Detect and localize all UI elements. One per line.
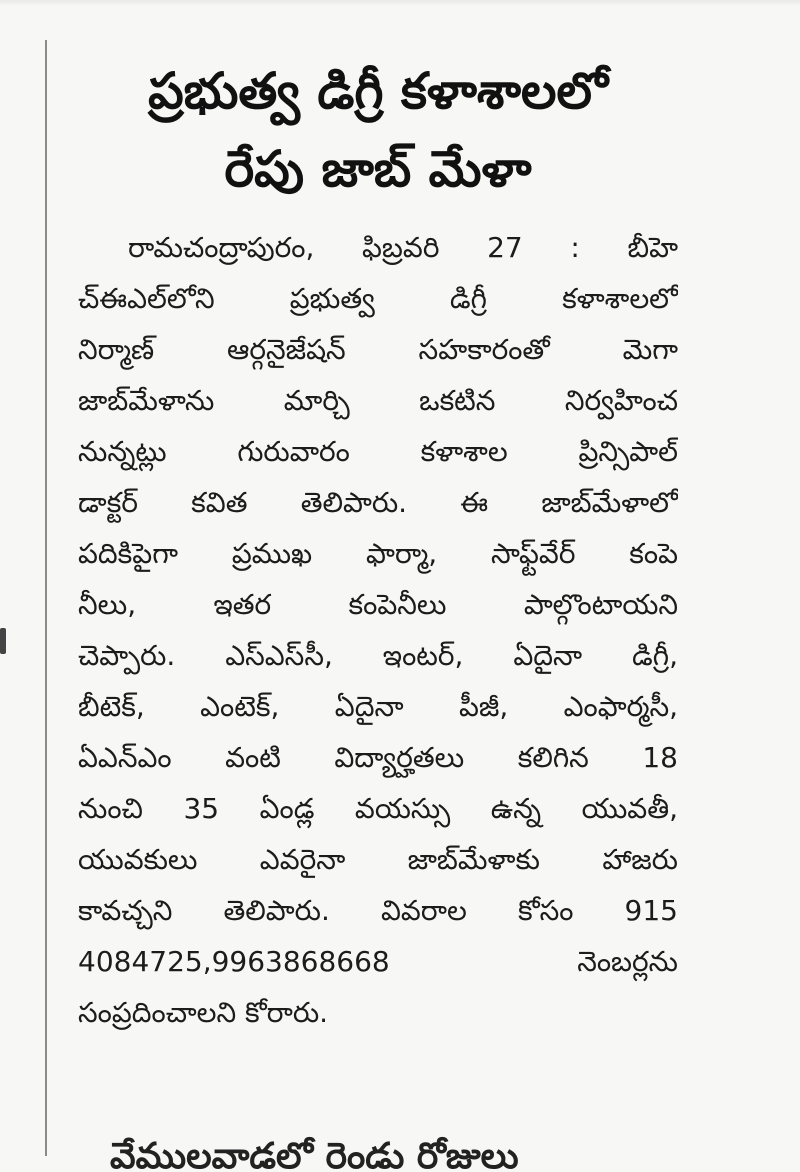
body-line: చ్ఈఎల్‌లోని ప్రభుత్వ డిగ్రీ కళాశాలలో — [78, 282, 678, 315]
body-line: రామచంద్రాపురం, ఫిబ్రవరి 27 : బీహె — [128, 231, 678, 264]
body-line: బీటెక్, ఎంటెక్, ఏదైనా పీజీ, ఎంఫార్మసీ, — [78, 690, 678, 723]
next-article-headline-partial: వేములవాడలో రెండు రోజులు — [110, 1136, 519, 1172]
body-line: 4084725,9963868668 నెంబర్లను — [78, 945, 678, 978]
body-line: యువకులు ఎవరైనా జాబ్‌మేళాకు హాజరు — [78, 843, 678, 876]
body-line: చెప్పారు. ఎస్ఎస్‌సీ, ఇంటర్, ఏదైనా డిగ్రీ, — [78, 639, 678, 672]
body-line: నిర్మాణ్ ఆర్గనైజేషన్ సహకారంతో మెగా — [78, 333, 678, 366]
headline-line-2: రేపు జాబ్ మేళా — [224, 140, 532, 198]
news-article — [78, 52, 678, 1038]
body-line: నీలు, ఇతర కంపెనీలు పాల్గొంటాయని — [78, 588, 678, 621]
body-line: సంప్రదించాలని కోరారు. — [78, 996, 329, 1029]
body-line: డాక్టర్ కవిత తెలిపారు. ఈ జాబ్‌మేళాలో — [78, 486, 678, 519]
page-top-edge — [0, 0, 800, 6]
left-edge-mark — [0, 628, 6, 654]
headline-line-1: ప్రభుత్వ డిగ్రీ కళాశాలలో — [148, 62, 608, 120]
article-headline — [78, 52, 678, 208]
body-line: నున్నట్లు గురువారం కళాశాల ప్రిన్సిపాల్ — [78, 435, 678, 468]
body-line: ఏఎన్ఎం వంటి విద్యార్హతలు కలిగిన 18 — [78, 741, 678, 774]
body-line: నుంచి 35 ఏండ్ల వయస్సు ఉన్న యువతీ, — [78, 792, 678, 825]
body-line: కావచ్చని తెలిపారు. వివరాల కోసం 915 — [78, 894, 678, 927]
body-line: జాబ్‌మేళాను మార్చి ఒకటిన నిర్వహించ — [78, 384, 678, 417]
article-body — [78, 222, 678, 1038]
column-divider — [45, 40, 47, 1156]
body-line: పదికిపైగా ప్రముఖ ఫార్మా, సాఫ్ట్‌వేర్ కంపె — [78, 537, 678, 570]
